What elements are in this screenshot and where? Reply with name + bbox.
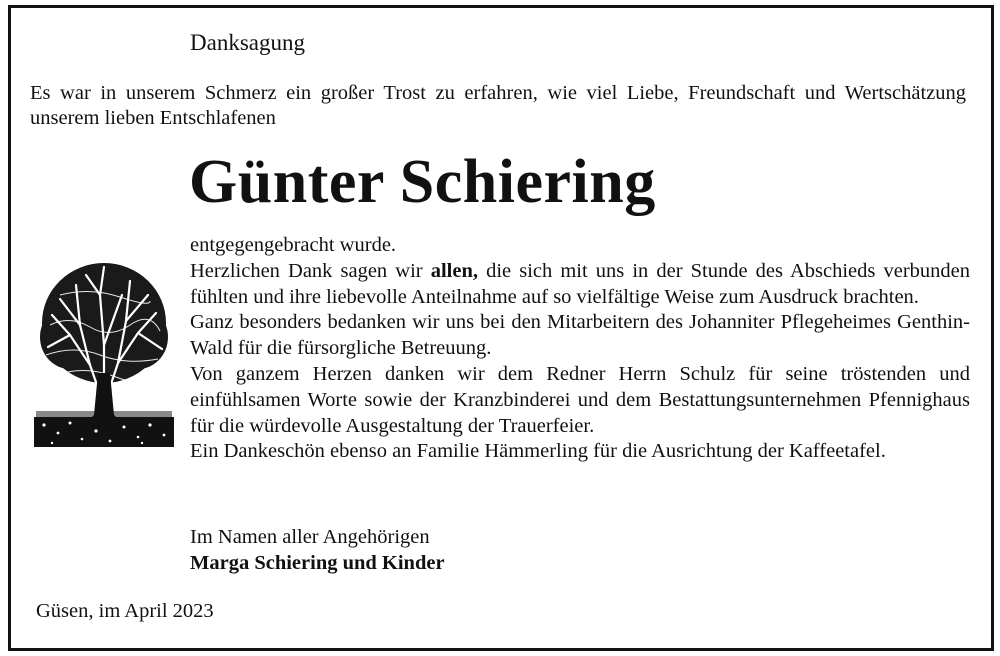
intro-text: Es war in unserem Schmerz ein großer Trost zu erfahren, wie viel Liebe, Freundschaft und Wertschätzung unserem lieben Entschlafenen [30, 82, 966, 129]
tree-illustration-icon [30, 255, 178, 453]
body-text [190, 233, 970, 465]
on-behalf-line: Im Namen aller Angehörigen [190, 526, 430, 548]
coffee-paragraph: Ein Dankeschön ebenso an Familie Hämmerling für die Ausrichtung der Kaffeetafel. [190, 440, 886, 463]
signature-block [190, 525, 445, 577]
thanks-start: Herzlichen Dank sagen wir [190, 259, 423, 282]
thanks-paragraph [190, 259, 970, 311]
received-line: entgegengebracht wurde. [190, 234, 397, 256]
thanks-emphasis: allen, [430, 259, 478, 282]
deceased-name: Günter Schiering [189, 148, 656, 216]
notice-heading: Danksagung [190, 30, 305, 55]
place-date: Güsen, im April 2023 [36, 600, 214, 622]
family-names: Marga Schiering und Kinder [190, 551, 445, 574]
care-home-paragraph: Ganz besonders bedanken wir uns bei den Mitarbeitern des Johanniter Pflegeheimes Genthin-Wald für die fürsorgliche Betreuung. [190, 311, 970, 360]
speaker-paragraph: Von ganzem Herzen danken wir dem Redner Herrn Schulz für seine tröstenden und einfühlsamen Worte sowie der Kranzbinderei und dem Bestattungsunternehmen Pfennighaus für die würdevolle Ausgestaltung der Trauerfeier. [190, 362, 970, 437]
thanks-end: die sich mit uns in der Stunde des Abschieds verbunden fühlten und ihre liebevolle Anteilnahme auf so vielfältige Weise zum Ausdruck brachten. [190, 259, 970, 308]
